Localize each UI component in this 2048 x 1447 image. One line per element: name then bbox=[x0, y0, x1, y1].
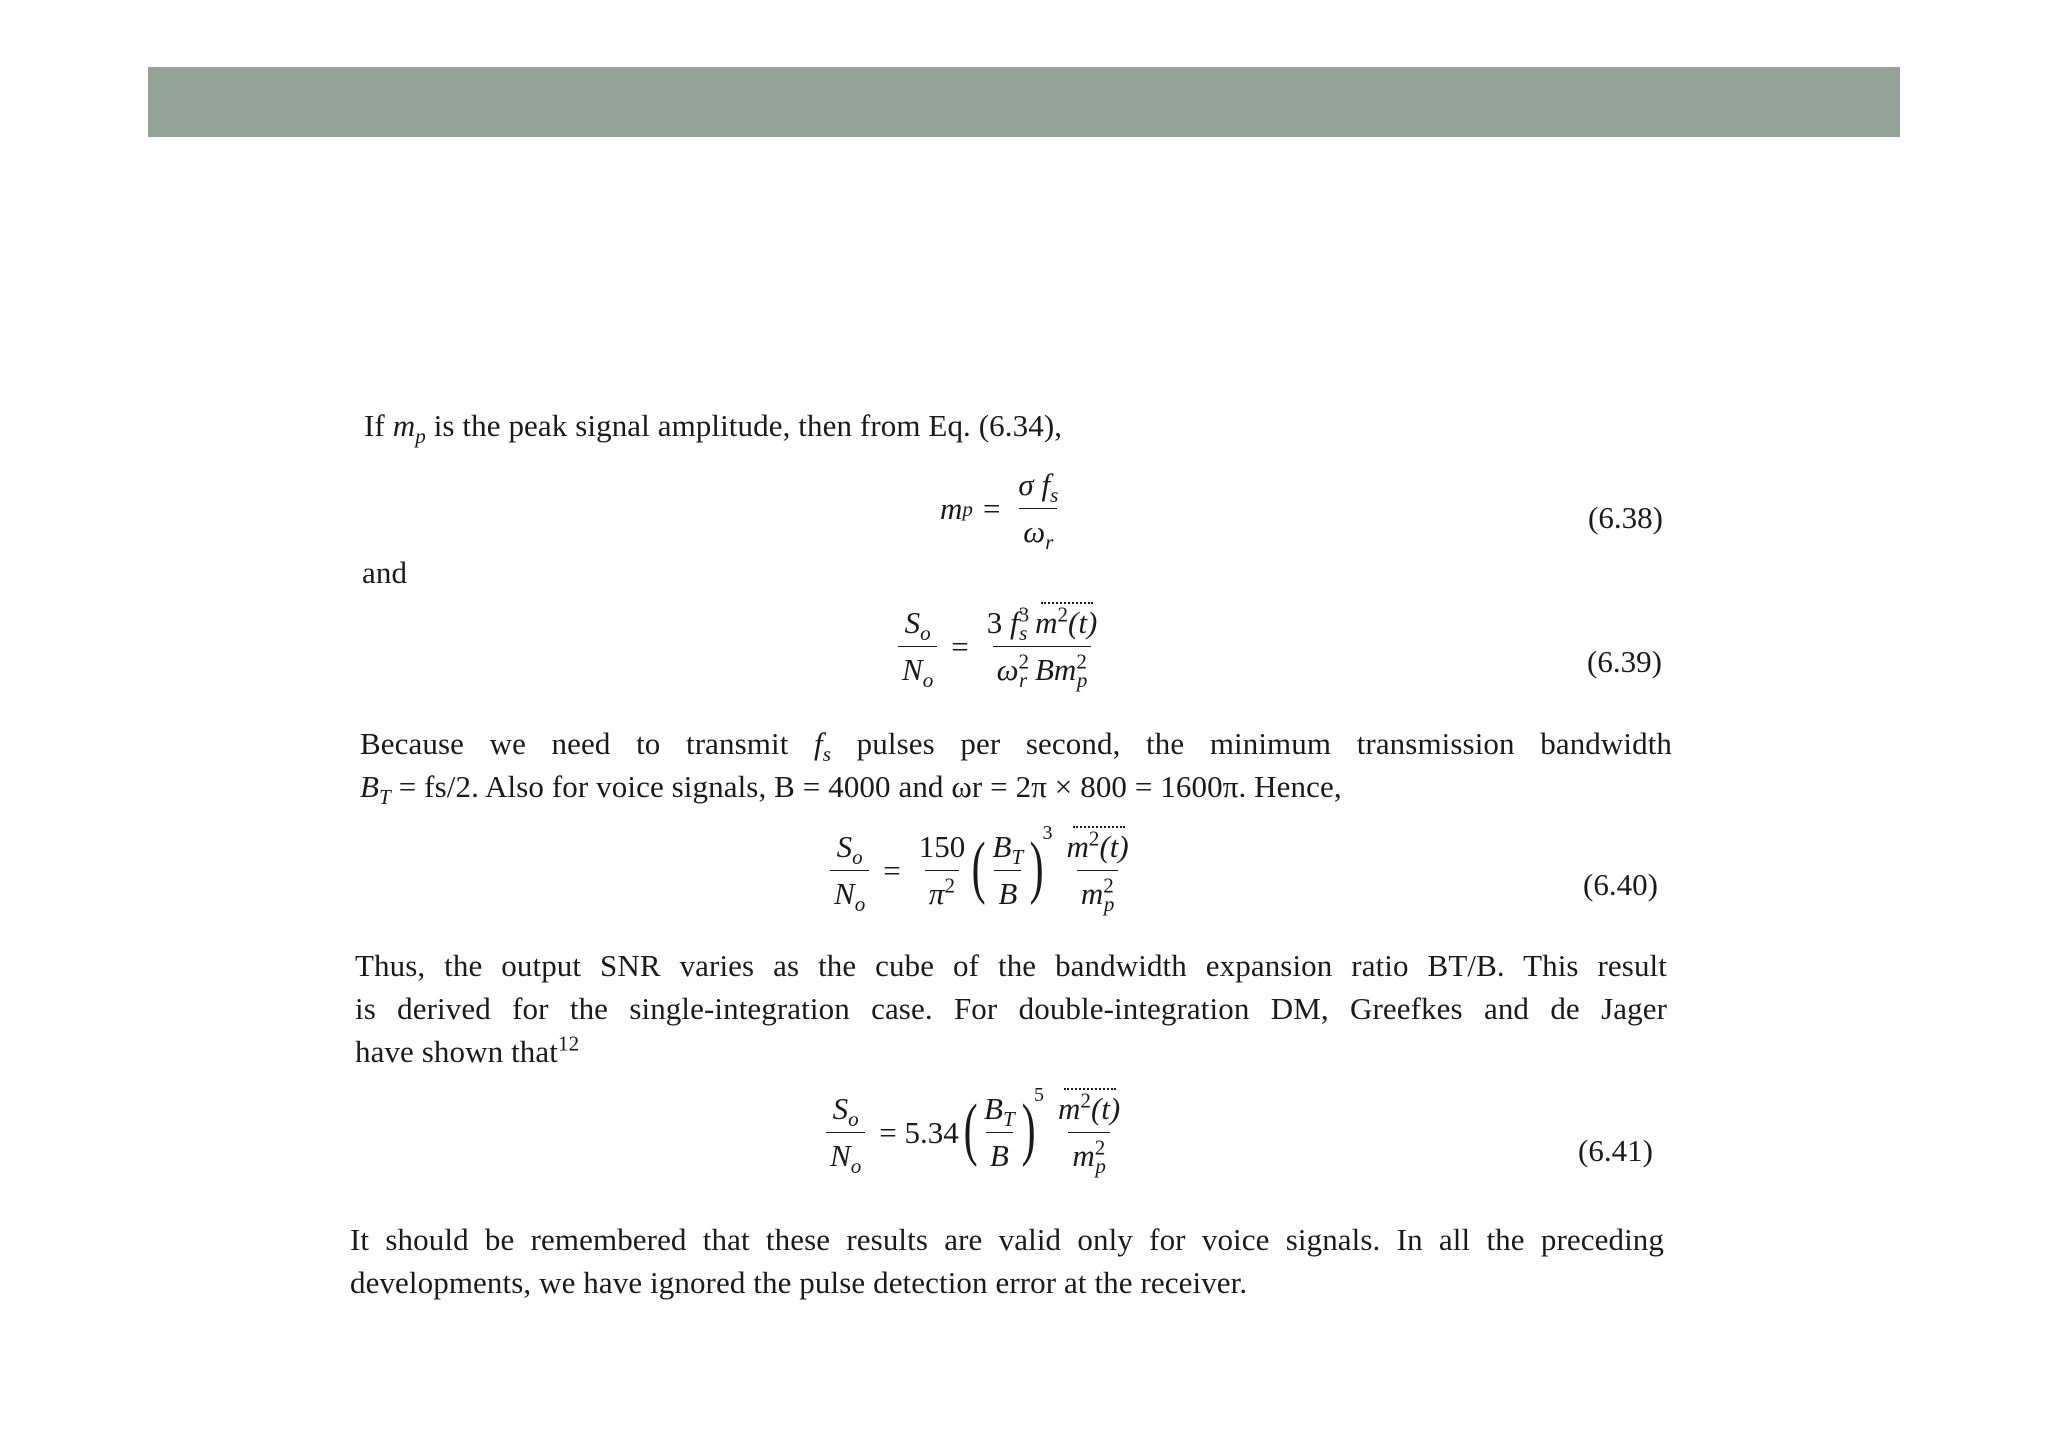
equation-number-6-38: (6.38) bbox=[1588, 500, 1663, 535]
equation-6-39: $\frac{S_o}{N_o}$ = $\frac{3 f^3_s m^2(t)}{\omega^2_r Bm^2_p}$ bbox=[894, 606, 1105, 687]
final-line-1: It should be remembered that these results are valid only for voice signals. In all the preceding bbox=[350, 1222, 1664, 1257]
thus-line-3: have shown that$^{12}$ bbox=[355, 1031, 580, 1069]
because-paragraph bbox=[360, 722, 1672, 808]
because-line-2: $B_T = fs/2$. Also for voice signals, B = 4000 and ωr = 2π × 800 = 1600π. Hence, bbox=[360, 769, 1342, 810]
equation-6-41: $\frac{S_o}{N_o}$ = 5.34 ( $\frac{B_T}{B}$ ) 5 $\frac{m^2(t)}{m^2_p}$ bbox=[822, 1092, 1128, 1173]
equation-6-40: $\frac{S_o}{N_o}$ = $\frac{150}{\pi^2}$ ( $\frac{B_T}{B}$ ) 3 $\frac{m^2(t)}{m^2_p}$ bbox=[826, 830, 1137, 911]
equation-number-6-41: (6.41) bbox=[1578, 1133, 1653, 1168]
final-paragraph bbox=[350, 1218, 1664, 1304]
because-line-1: Because we need to transmit $f_s$ pulses per second, the minimum transmission bandwidth bbox=[360, 726, 1673, 767]
final-line-2: developments, we have ignored the pulse detection error at the receiver. bbox=[350, 1265, 1248, 1300]
intro-paragraph: If $m_p$ is the peak signal amplitude, then from Eq. (6.34), bbox=[364, 408, 1063, 449]
thus-line-2: is derived for the single-integration case. For double-integration DM, Greefkes and de Jager bbox=[355, 991, 1667, 1026]
equation-number-6-40: (6.40) bbox=[1583, 867, 1658, 902]
equation-6-38: m p = $\frac{\sigma f_s}{\omega_r}$ bbox=[940, 467, 1059, 555]
footnote-reference: 12 bbox=[557, 1031, 580, 1056]
thus-line-1: Thus, the output SNR varies as the cube of the bandwidth expansion ratio BT/B. This result bbox=[355, 948, 1667, 983]
and-text: and bbox=[362, 555, 408, 590]
equation-number-6-39: (6.39) bbox=[1587, 644, 1662, 679]
thus-paragraph bbox=[355, 944, 1667, 1073]
